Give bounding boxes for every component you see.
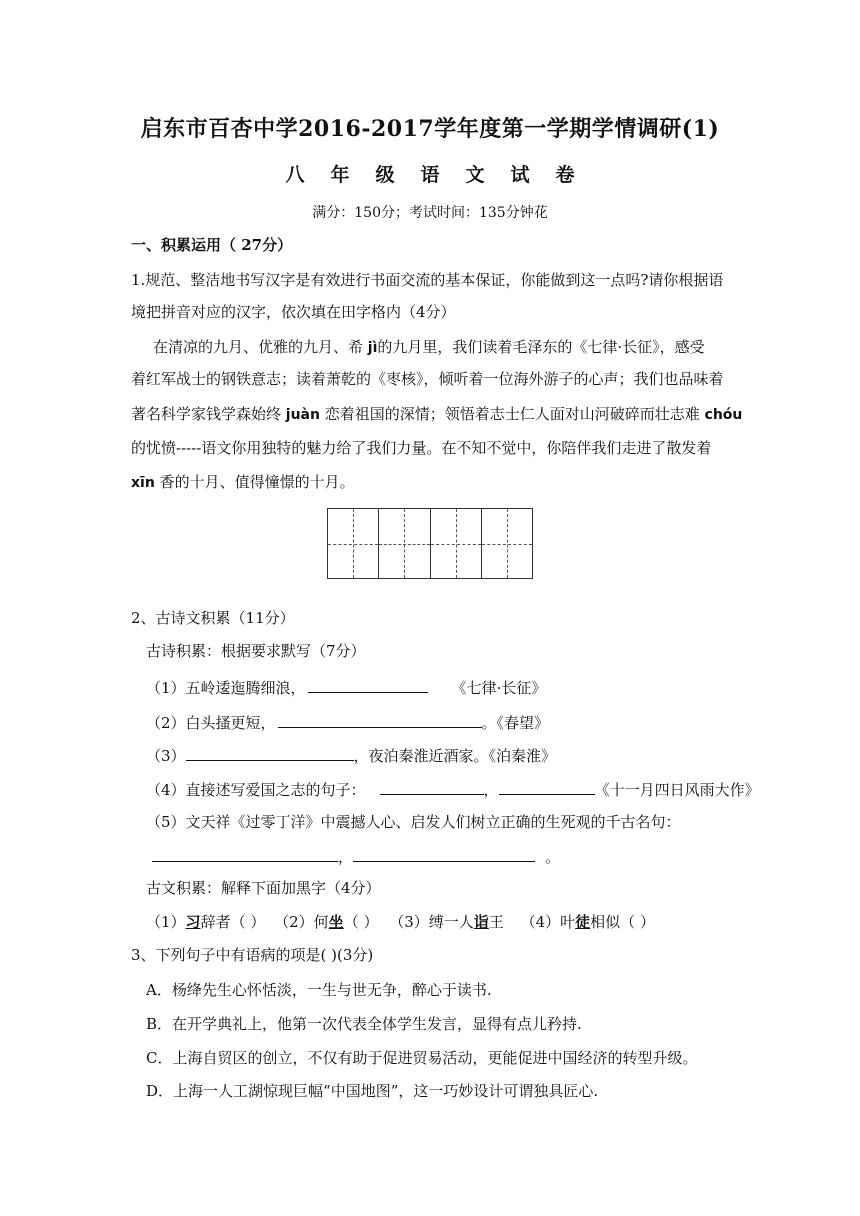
answer-blank[interactable] bbox=[186, 744, 354, 761]
pinyin-xin: xīn bbox=[131, 475, 155, 491]
poetry-item-2: （2）白头搔更短， 。《春望》 bbox=[146, 711, 860, 733]
question-1-line2: 境把拼音对应的汉字，依次填在田字格内（4分） bbox=[131, 303, 456, 321]
question-3-option: A．杨绛先生心怀恬淡，一生与世无争，醉心于读书. bbox=[146, 981, 492, 999]
poetry-item-3: （3） ，夜泊秦淮近酒家。《泊秦淮》 bbox=[146, 744, 860, 766]
answer-blank[interactable] bbox=[353, 845, 535, 862]
passage-line: 在清凉的九月、优雅的九月、希 jì的九月里，我们读着毛泽东的《七律·长征》，感受 bbox=[153, 338, 705, 356]
subtitle-char: 八 bbox=[285, 164, 305, 186]
poetry-item-5-answer: ， 。 bbox=[152, 845, 860, 867]
tianzige-answer-grid[interactable] bbox=[327, 508, 533, 579]
exam-meta: 满分：150分；考试时间：135分钟花 bbox=[312, 205, 548, 221]
subtitle-char: 文 bbox=[465, 164, 485, 186]
question-2-heading: 2、古诗文积累（11分） bbox=[131, 609, 295, 627]
answer-blank[interactable] bbox=[308, 676, 428, 693]
grid-cell[interactable] bbox=[431, 509, 482, 578]
subtitle-char: 年 bbox=[330, 164, 350, 186]
poetry-item-4: （4）直接述写爱国之志的句子： ， 《十一月四日风雨大作》 bbox=[146, 778, 860, 800]
section-heading: 一、积累运用（ 27分） bbox=[131, 236, 293, 254]
question-3-option: C．上海自贸区的创立，不仅有助于促进贸易活动，更能促进中国经济的转型升级。 bbox=[146, 1049, 698, 1067]
poetry-item-5: （5）文天祥《过零丁洋》中震撼人心、启发人们树立正确的生死观的千古名句： bbox=[146, 813, 681, 831]
grid-cell[interactable] bbox=[482, 509, 532, 578]
classical-subheading: 古文积累：解释下面加黑字（4分） bbox=[146, 879, 381, 897]
passage-line: 著名科学家钱学森始终 juàn 恋着祖国的深情；领悟着志士仁人面对山河破碎而壮志难 chóu bbox=[131, 405, 743, 423]
passage-line: 着红军战士的钢铁意志；读着萧乾的《枣核》，倾听着一位海外游子的心声；我们也品味着 bbox=[131, 370, 724, 388]
passage-line: xīn 香的十月、值得憧憬的十月。 bbox=[131, 473, 355, 491]
question-3-heading: 3、下列句子中有语病的项是( )(3分) bbox=[131, 946, 374, 964]
answer-blank[interactable] bbox=[380, 778, 484, 795]
question-3-option: D．上海一人工湖惊现巨幅“中国地图”，这一巧妙设计可谓独具匠心. bbox=[146, 1082, 599, 1100]
classical-words: （1）习辞者（ ） （2）何坐（ ） （3）缚一人诣王 （4）叶徒相似（ ） bbox=[146, 913, 655, 931]
grid-cell[interactable] bbox=[379, 509, 430, 578]
answer-blank[interactable] bbox=[278, 711, 482, 728]
poetry-subheading: 古诗积累：根据要求默写（7分） bbox=[146, 642, 366, 660]
pinyin-chou: chóu bbox=[704, 407, 743, 423]
question-3-option: B．在开学典礼上，他第一次代表全体学生发言，显得有点儿矜持. bbox=[146, 1015, 582, 1033]
subtitle-char: 卷 bbox=[555, 164, 575, 186]
question-1-line1: 1.规范、整洁地书写汉字是有效进行书面交流的基本保证，你能做到这一点吗?请你根据语 bbox=[131, 271, 724, 289]
pinyin-ji: jì bbox=[367, 340, 378, 356]
subtitle-char: 级 bbox=[375, 164, 395, 186]
pinyin-juan: juàn bbox=[285, 407, 320, 423]
grid-cell[interactable] bbox=[328, 509, 379, 578]
page-title: 启东市百杏中学2016-2017学年度第一学期学情调研(1) bbox=[140, 116, 720, 142]
exam-subtitle bbox=[0, 160, 860, 187]
poetry-item-1: （1）五岭逶迤腾细浪， 《七律·长征》 bbox=[146, 676, 860, 698]
subtitle-char: 语 bbox=[420, 164, 440, 186]
subtitle-char: 试 bbox=[510, 164, 530, 186]
answer-blank[interactable] bbox=[499, 778, 595, 795]
passage-line: 的忧愤-----语文你用独特的魅力给了我们力量。在不知不觉中，你陪伴我们走进了散发着 bbox=[131, 439, 712, 457]
answer-blank[interactable] bbox=[152, 845, 338, 862]
